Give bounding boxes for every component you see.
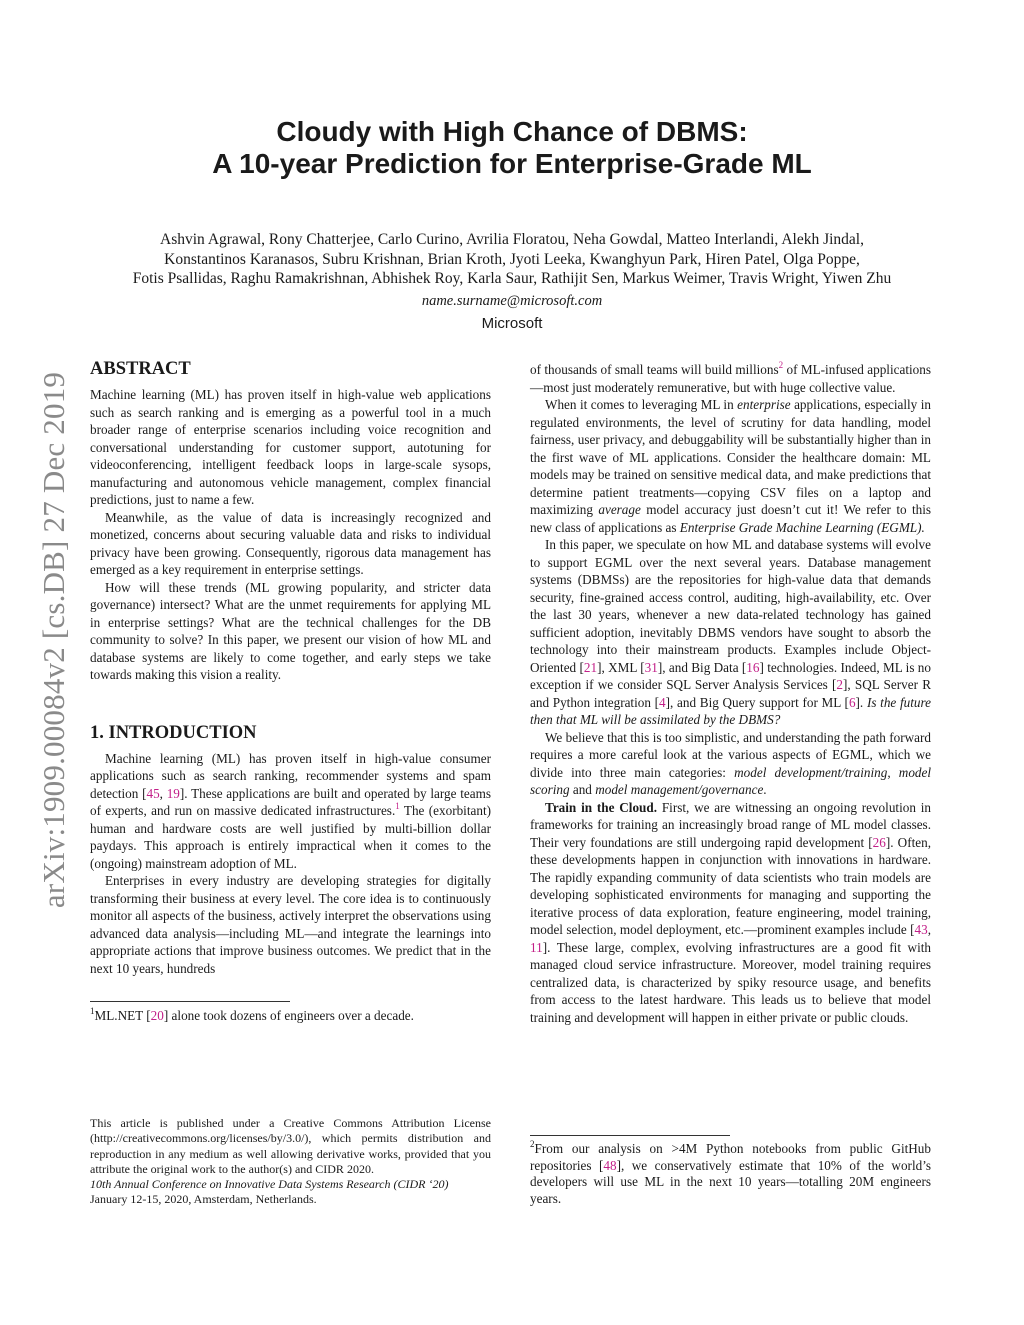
citation-link[interactable]: 21 (583, 659, 598, 675)
intro-paragraph-2: Enterprises in every industry are developing strategies for digitally transforming their business at every level. The core idea is to continuously monitor all aspects of the business, actively interpret the observations using advanced data analysis—including ML—and integrate the learnings into appropriate actions that improve business outcomes. We predict that in the next 10 years, hundreds (90, 873, 491, 976)
citation-link[interactable]: 2 (836, 677, 844, 692)
authors-line-1: Ashvin Agrawal, Rony Chatterjee, Carlo Curino, Avrilia Floratou, Neha Gowdal, Matteo Interlandi, Alekh Jindal, (160, 231, 864, 248)
abstract-paragraph-2: Meanwhile, as the value of data is increasingly recognized and monetized, concerns about securing valuable data and risks to individual privacy have been growing. Consequently, rigorous data management has emerged as a key requirement in enterprise settings. (90, 509, 491, 577)
title-line-1: Cloudy with High Chance of DBMS: (276, 116, 748, 147)
paper-title (0, 116, 1024, 180)
citation-link[interactable]: 31 (644, 659, 658, 675)
title-line-2: A 10-year Prediction for Enterprise-Grade ML (212, 148, 812, 179)
intro-paragraph-1: Machine learning (ML) has proven itself in high-value consumer applications such as search ranking, recommender systems and spam detection [45, 19]. These applications are built and operated by large teams of experts, and run on massive dedicated infrastructures.$^1$ The (exorbitant) human and hardware costs are well justified by multi-billion dollar paydays. This approach is entirely impractical when it comes to the (ongoing) mainstream adoption of ML. (90, 750, 492, 871)
conference-name: 10th Annual Conference on Innovative Data Systems Research (CIDR ‘20) (90, 1177, 449, 1192)
citation-link[interactable]: 43 (914, 922, 928, 937)
introduction-heading: 1. INTRODUCTION (90, 722, 257, 743)
citation-link[interactable]: 45 (146, 785, 160, 801)
right-column (530, 361, 931, 1026)
author-list (60, 230, 964, 289)
footnote-2: $^2$From our analysis on >4M Python notebooks from public GitHub repositories [48], we conservatively estimate that 10% of the world’s developers will use ML in the next 10 years—totalling 20M engineers years. (530, 1139, 931, 1206)
abstract-paragraph-3: How will these trends (ML growing popularity, and stricter data governance) intersect? What are the unmet requirements for applying ML in enterprise settings? What are the technical challenges for the DB community to solve? In this paper, we present our vision of how ML and database systems are likely to come together, and early steps we take towards making this vision a reality. (90, 579, 491, 682)
conference-dates: January 12-15, 2020, Amsterdam, Netherlands. (90, 1192, 317, 1207)
citation-link[interactable]: 4 (659, 694, 666, 710)
citation-link[interactable]: 19 (166, 785, 180, 801)
arxiv-identifier: arXiv:1909.00084v2 [cs.DB] 27 Dec 2019 (36, 371, 71, 909)
affiliation: Microsoft (481, 315, 543, 332)
footnote-divider (90, 1001, 290, 1002)
right-paragraph-4: Train in the Cloud. First, we are witnessing an ongoing revolution in frameworks for training an increasingly broad range of ML model classes. Their very foundations are still undergoing rapid development [26]. Often, these developments happen in conjunction with innovations in hardware. The rapidly expanding community of data scientists who train models are developing sophisticated environments for managing and supporting the iterative process of data exploration, feature engineering, model training, model selection, model deployment, etc.—prominent examples include [43, 11]. These large, complex, evolving infrastructures are a good fit with managed cloud service infrastructure. Moreover, model training requires centralized data, is characterized by spiky resource usage, and benefits from access to the latest hardware. This leads us to believe that model training and development will happen in either private or public clouds. (530, 799, 931, 1025)
citation-link[interactable]: 6 (848, 694, 856, 710)
authors-line-2: Konstantinos Karanasos, Subru Krishnan, Brian Kroth, Jyoti Leeka, Kwanghyun Park, Hiren Patel, Olga Poppe, (164, 250, 860, 268)
abstract-paragraph-1: Machine learning (ML) has proven itself in high-value web applications such as search ranking and is emerging as a powerful tool in a much broader range of enterprise scenarios including voice recognition and conversational understanding for customer support, autotuning for videoconferencing, intelligent feedback loops in large-scale sysops, manufacturing and autonomous vehicle management, complex financial predictions, just to name a few. (90, 387, 491, 507)
right-paragraph-3: We believe that this is too simplistic, and understanding the path forward requires a more careful look at the various aspects of EGML, which we divide into three main categories: model development/training, model scoring and model management/governance. (530, 729, 932, 797)
train-in-cloud-lead: Train in the Cloud. (545, 799, 658, 815)
citation-link[interactable]: 48 (603, 1157, 617, 1173)
footnote-marker[interactable]: 1 (395, 801, 400, 811)
abstract-heading: ABSTRACT (90, 359, 191, 379)
right-paragraph-2: In this paper, we speculate on how ML and database systems will evolve to support EGML over the next several years. Database management systems (DBMSs) are the repositories for high-value data that demands security, fine-grained access control, auditing, high-availability, etc. Over the last 30 years, whenever a new data-related technology has gained sufficient adoption, inevitably DBMS vendors have sought to absorb the technology into their mainstream products. Examples include Object-Oriented [21], XML [31], and Big Data [16] technologies. Indeed, ML is no exception if we consider SQL Server Analysis Services [2], SQL Server R and Python integration [4], and Big Query support for ML [6]. Is the future then that ML will be assimilated by the DBMS? (530, 537, 931, 727)
license-notice (90, 1116, 491, 1208)
right-paragraph-0: of thousands of small teams will build millions$^2$ of ML-infused applications—most just moderately remunerative, but with huge collective value. (530, 360, 931, 395)
left-column (90, 358, 491, 977)
author-email: name.surname@microsoft.com (421, 293, 603, 309)
citation-link[interactable]: 26 (872, 834, 886, 850)
citation-link[interactable]: 16 (746, 659, 760, 675)
right-paragraph-1: When it comes to leveraging ML in enterprise applications, especially in regulated environments, the level of scrutiny for data handling, model fairness, user privacy, and debuggability will be substantially higher than in the first wave of ML applications. Consider the healthcare domain: ML models may be trained on sensitive medical data, and make predictions that determine patient treatments—copying CSV files on a laptop and maximizing average model accuracy just doesn’t cut it! We refer to this new class of applications as Enterprise Grade Machine Learning (EGML). (530, 397, 931, 535)
footnote-marker[interactable]: 2 (778, 360, 784, 370)
footnote-divider (530, 1135, 730, 1136)
license-text: This article is published under a Creative Commons Attribution License (http://creativecommons.org/licenses/by/3.0/), which permits distribution and reproduction in any medium as well allowing derivative works, provided that you attribute the original work to the author(s) and CIDR 2020. (90, 1116, 491, 1176)
authors-line-3: Fotis Psallidas, Raghu Ramakrishnan, Abhishek Roy, Karla Saur, Rathijit Sen, Markus Weimer, Travis Wright, Yiwen Zhu (132, 270, 892, 287)
citation-link[interactable]: 20 (150, 1008, 164, 1023)
citation-link[interactable]: 11 (530, 939, 543, 955)
footnote-1: $^1$ML.NET [20] alone took dozens of engineers over a decade. (90, 1006, 414, 1023)
